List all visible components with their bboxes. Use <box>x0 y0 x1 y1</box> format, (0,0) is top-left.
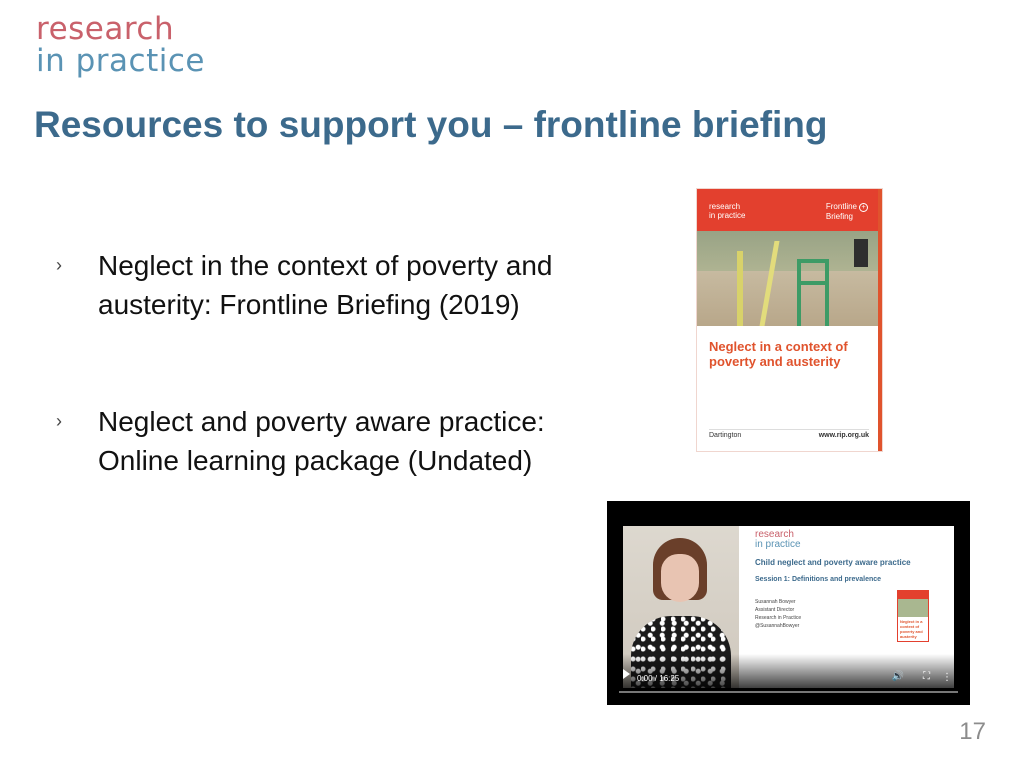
cover-brand-line2: in practice <box>709 211 746 220</box>
cover-series-line2: Briefing <box>825 212 853 221</box>
cover-brand-line1: research <box>709 202 741 211</box>
video-time: 0:00 / 16:25 <box>637 674 680 683</box>
bullet-text: Neglect in the context of poverty and austerity: Frontline Briefing (2019) <box>98 250 553 320</box>
video-slide-title: Child neglect and poverty aware practice <box>755 558 911 567</box>
slide-brand-line1: research <box>755 529 794 540</box>
slide-title: Resources to support you – frontline briefing <box>34 104 828 145</box>
slide-brand <box>755 530 801 550</box>
cover-header <box>697 189 878 231</box>
video-controls <box>623 654 954 688</box>
presenter-org: Research in Practice <box>755 615 802 621</box>
page-number: 17 <box>959 718 986 745</box>
volume-icon[interactable]: 🔊 <box>891 671 904 682</box>
bullet-list <box>56 246 576 480</box>
logo-line-research: research <box>36 11 175 47</box>
video-player[interactable] <box>607 501 970 705</box>
mini-cover-heading: Neglect in a context of poverty and austerity <box>900 619 923 639</box>
cover-url: www.rip.org.uk <box>818 432 869 439</box>
bullet-item-learning-package <box>56 402 576 480</box>
presenter-role: Assistant Director <box>755 607 795 613</box>
cover-publisher: Dartington <box>709 432 742 439</box>
cover-brand <box>709 202 745 220</box>
video-frame[interactable] <box>623 526 954 688</box>
rip-logo <box>36 11 205 79</box>
play-icon[interactable] <box>623 669 630 679</box>
chevron-right-icon: › <box>56 411 62 431</box>
presenter-handle: @SusannahBowyer <box>755 623 800 629</box>
cover-series <box>826 202 868 221</box>
presenter-name: Susannah Bowyer <box>755 599 796 605</box>
briefing-cover-image <box>697 189 882 451</box>
logo-line-in-practice: in practice <box>36 43 205 79</box>
playground-photo <box>697 231 878 326</box>
slide-brand-line2: in practice <box>755 539 801 550</box>
bullet-item-briefing <box>56 246 576 324</box>
plus-circle-icon: + <box>859 203 868 212</box>
bullet-text: Neglect and poverty aware practice: Online learning package (Undated) <box>98 406 545 476</box>
video-slide-presenter <box>755 598 801 630</box>
cover-heading: Neglect in a context of poverty and austerity <box>709 339 848 369</box>
cover-footer <box>709 429 869 439</box>
more-vert-icon[interactable]: ⋮ <box>942 672 952 683</box>
video-progress-bar[interactable] <box>619 691 958 693</box>
video-slide-session: Session 1: Definitions and prevalence <box>755 576 882 583</box>
fullscreen-icon[interactable]: ⛶ <box>923 671 930 682</box>
chevron-right-icon: › <box>56 255 62 275</box>
cover-series-line1: Frontline <box>825 202 857 211</box>
mini-cover-image <box>897 590 929 642</box>
